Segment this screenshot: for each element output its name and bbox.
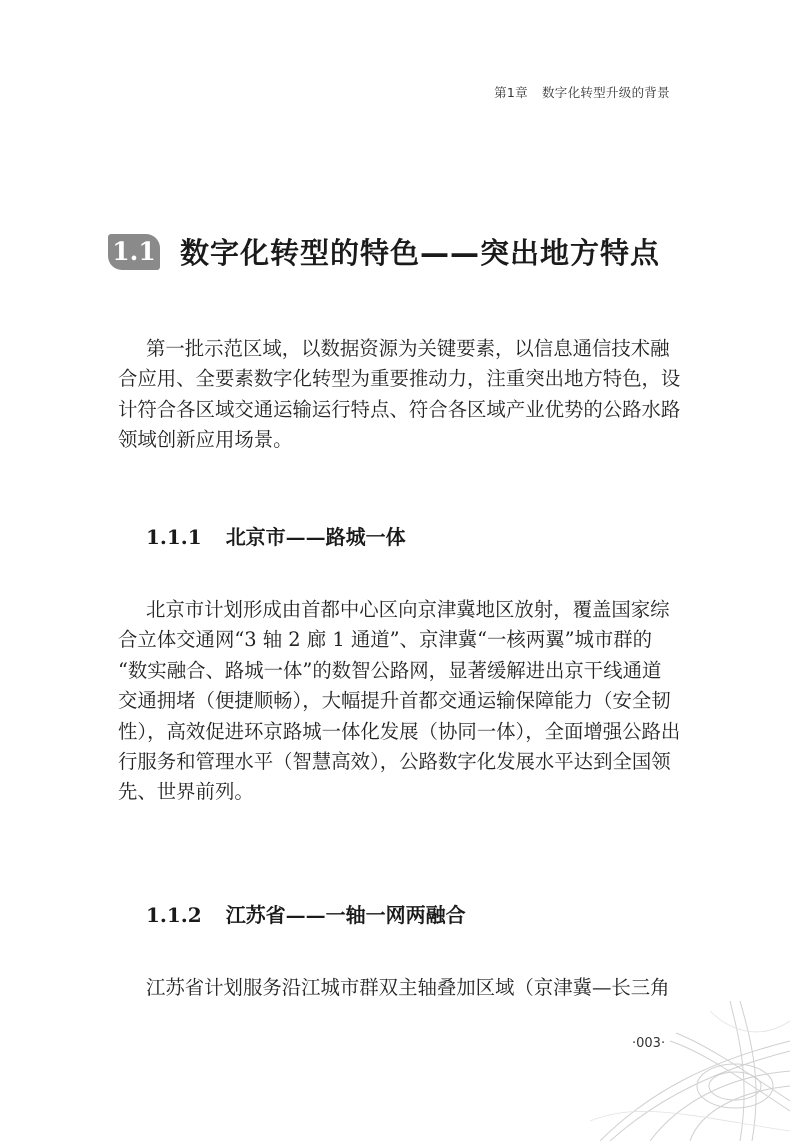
highway-interchange-illustration xyxy=(590,981,790,1141)
beijing-paragraph xyxy=(118,595,681,808)
text-line: 合应用、全要素数字化转型为重要推动力，注重突出地方特色，设 xyxy=(118,367,681,391)
subsection-heading-1 xyxy=(146,521,406,550)
section-heading xyxy=(108,231,660,272)
section-number-badge: 1.1 xyxy=(108,234,160,270)
text-line: 性），高效促进环京路城一体化发展（协同一体），全面增强公路出 xyxy=(118,719,681,743)
text-line: 行服务和管理水平（智慧高效），公路数字化发展水平达到全国领 xyxy=(118,750,671,774)
text-line: 先、世界前列。 xyxy=(118,780,254,804)
running-header xyxy=(494,83,670,101)
text-line: 第一批示范区域，以数据资源为关键要素，以信息通信技术融 xyxy=(146,337,670,360)
intro-paragraph xyxy=(118,334,681,456)
text-line: 领域创新应用场景。 xyxy=(118,428,293,452)
chapter-title: 数字化转型升级的背景 xyxy=(541,85,670,100)
subsection-title: 北京市——路城一体 xyxy=(225,525,406,549)
text-line: 合立体交通网“3 轴 2 廊 1 通道”、京津冀“一核两翼”城市群的 xyxy=(118,628,653,652)
subsection-number: 1.1.1 xyxy=(146,525,202,549)
subsection-heading-2 xyxy=(146,899,466,928)
text-line: 北京市计划形成由首都中心区向京津冀地区放射，覆盖国家综 xyxy=(146,598,670,621)
text-line: 计符合各区域交通运输运行特点、符合各区域产业优势的公路水路 xyxy=(118,397,681,421)
subsection-title: 江苏省——一轴一网两融合 xyxy=(225,903,466,927)
chapter-label: 第1章 xyxy=(494,85,528,100)
page-number: ·003· xyxy=(632,1036,666,1051)
section-title: 数字化转型的特色——突出地方特点 xyxy=(180,236,661,270)
subsection-number: 1.1.2 xyxy=(146,903,202,927)
text-line: 交通拥堵（便捷顺畅），大幅提升首都交通运输保障能力（安全韧 xyxy=(118,689,671,713)
text-line: “数实融合、路城一体”的数智公路网，显著缓解进出京干线通道 xyxy=(118,658,662,682)
text-line: 江苏省计划服务沿江城市群双主轴叠加区域（京津冀—长三角 xyxy=(146,976,670,999)
